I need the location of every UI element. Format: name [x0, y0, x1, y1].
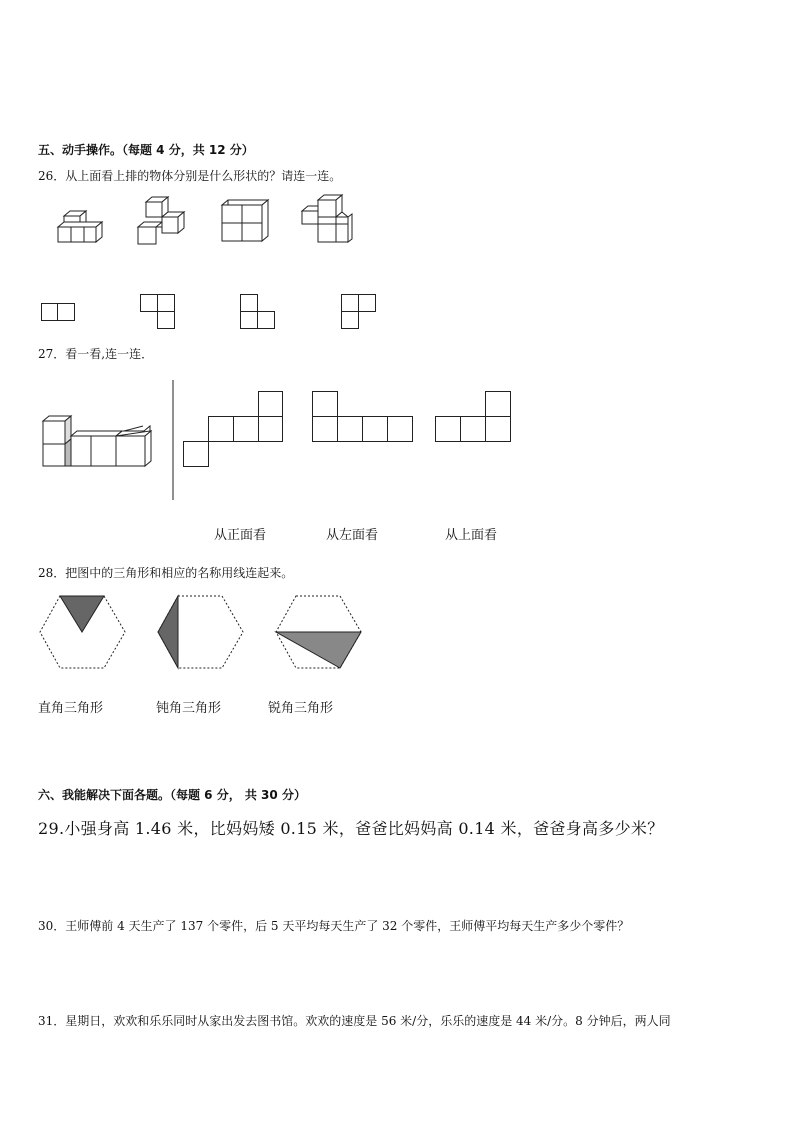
q27-label-left: 从左面看 [326, 528, 379, 543]
q26-view-2 [140, 294, 176, 330]
q27-view-3 [435, 391, 513, 444]
q26-view-4 [341, 294, 377, 330]
q26-object-1 [56, 210, 106, 245]
q26-view-1 [41, 303, 76, 323]
q26-object-2 [136, 196, 188, 248]
q26-object-4 [300, 194, 354, 246]
question-31: 31．星期日，欢欢和乐乐同时从家出发去图书馆。欢欢的速度是 56 米/分，乐乐的速度是 44 米/分。8 分钟后，两人同 [38, 1014, 671, 1028]
q28-hexagon-1 [38, 594, 128, 674]
q27-object [40, 414, 155, 468]
section-5-title: 五、动手操作。（每题 4 分，共 12 分） [38, 143, 254, 157]
q28-label-acute-triangle: 锐角三角形 [268, 701, 334, 716]
q27-view-1 [182, 391, 284, 468]
section-6-title: 六、我能解决下面各题。（每题 6 分， 共 30 分） [38, 788, 306, 802]
q27-label-front: 从正面看 [214, 528, 267, 543]
q28-label-right-triangle: 直角三角形 [38, 701, 104, 716]
q26-view-3 [240, 294, 276, 330]
question-30: 30．王师傅前 4 天生产了 137 个零件，后 5 天平均每天生产了 32 个零件，王师傅平均每天生产多少个零件？ [38, 919, 630, 933]
q28-label-obtuse-triangle: 钝角三角形 [156, 701, 222, 716]
q28-hexagon-3 [274, 594, 364, 674]
q28-hexagon-2 [156, 594, 246, 674]
question-28: 28．把图中的三角形和相应的名称用线连起来。 [38, 566, 294, 580]
q27-view-2 [312, 391, 414, 444]
q26-object-3 [220, 198, 270, 244]
question-27: 27．看一看,连一连． [38, 347, 154, 361]
question-26: 26．从上面看上排的物体分别是什么形状的？请连一连。 [38, 169, 342, 183]
question-29: 29.小强身高 1.46 米，比妈妈矮 0.15 米，爸爸比妈妈高 0.14 米，爸爸身高多少米？ [38, 819, 664, 838]
q27-label-top: 从上面看 [445, 528, 498, 543]
q27-divider [171, 380, 175, 502]
